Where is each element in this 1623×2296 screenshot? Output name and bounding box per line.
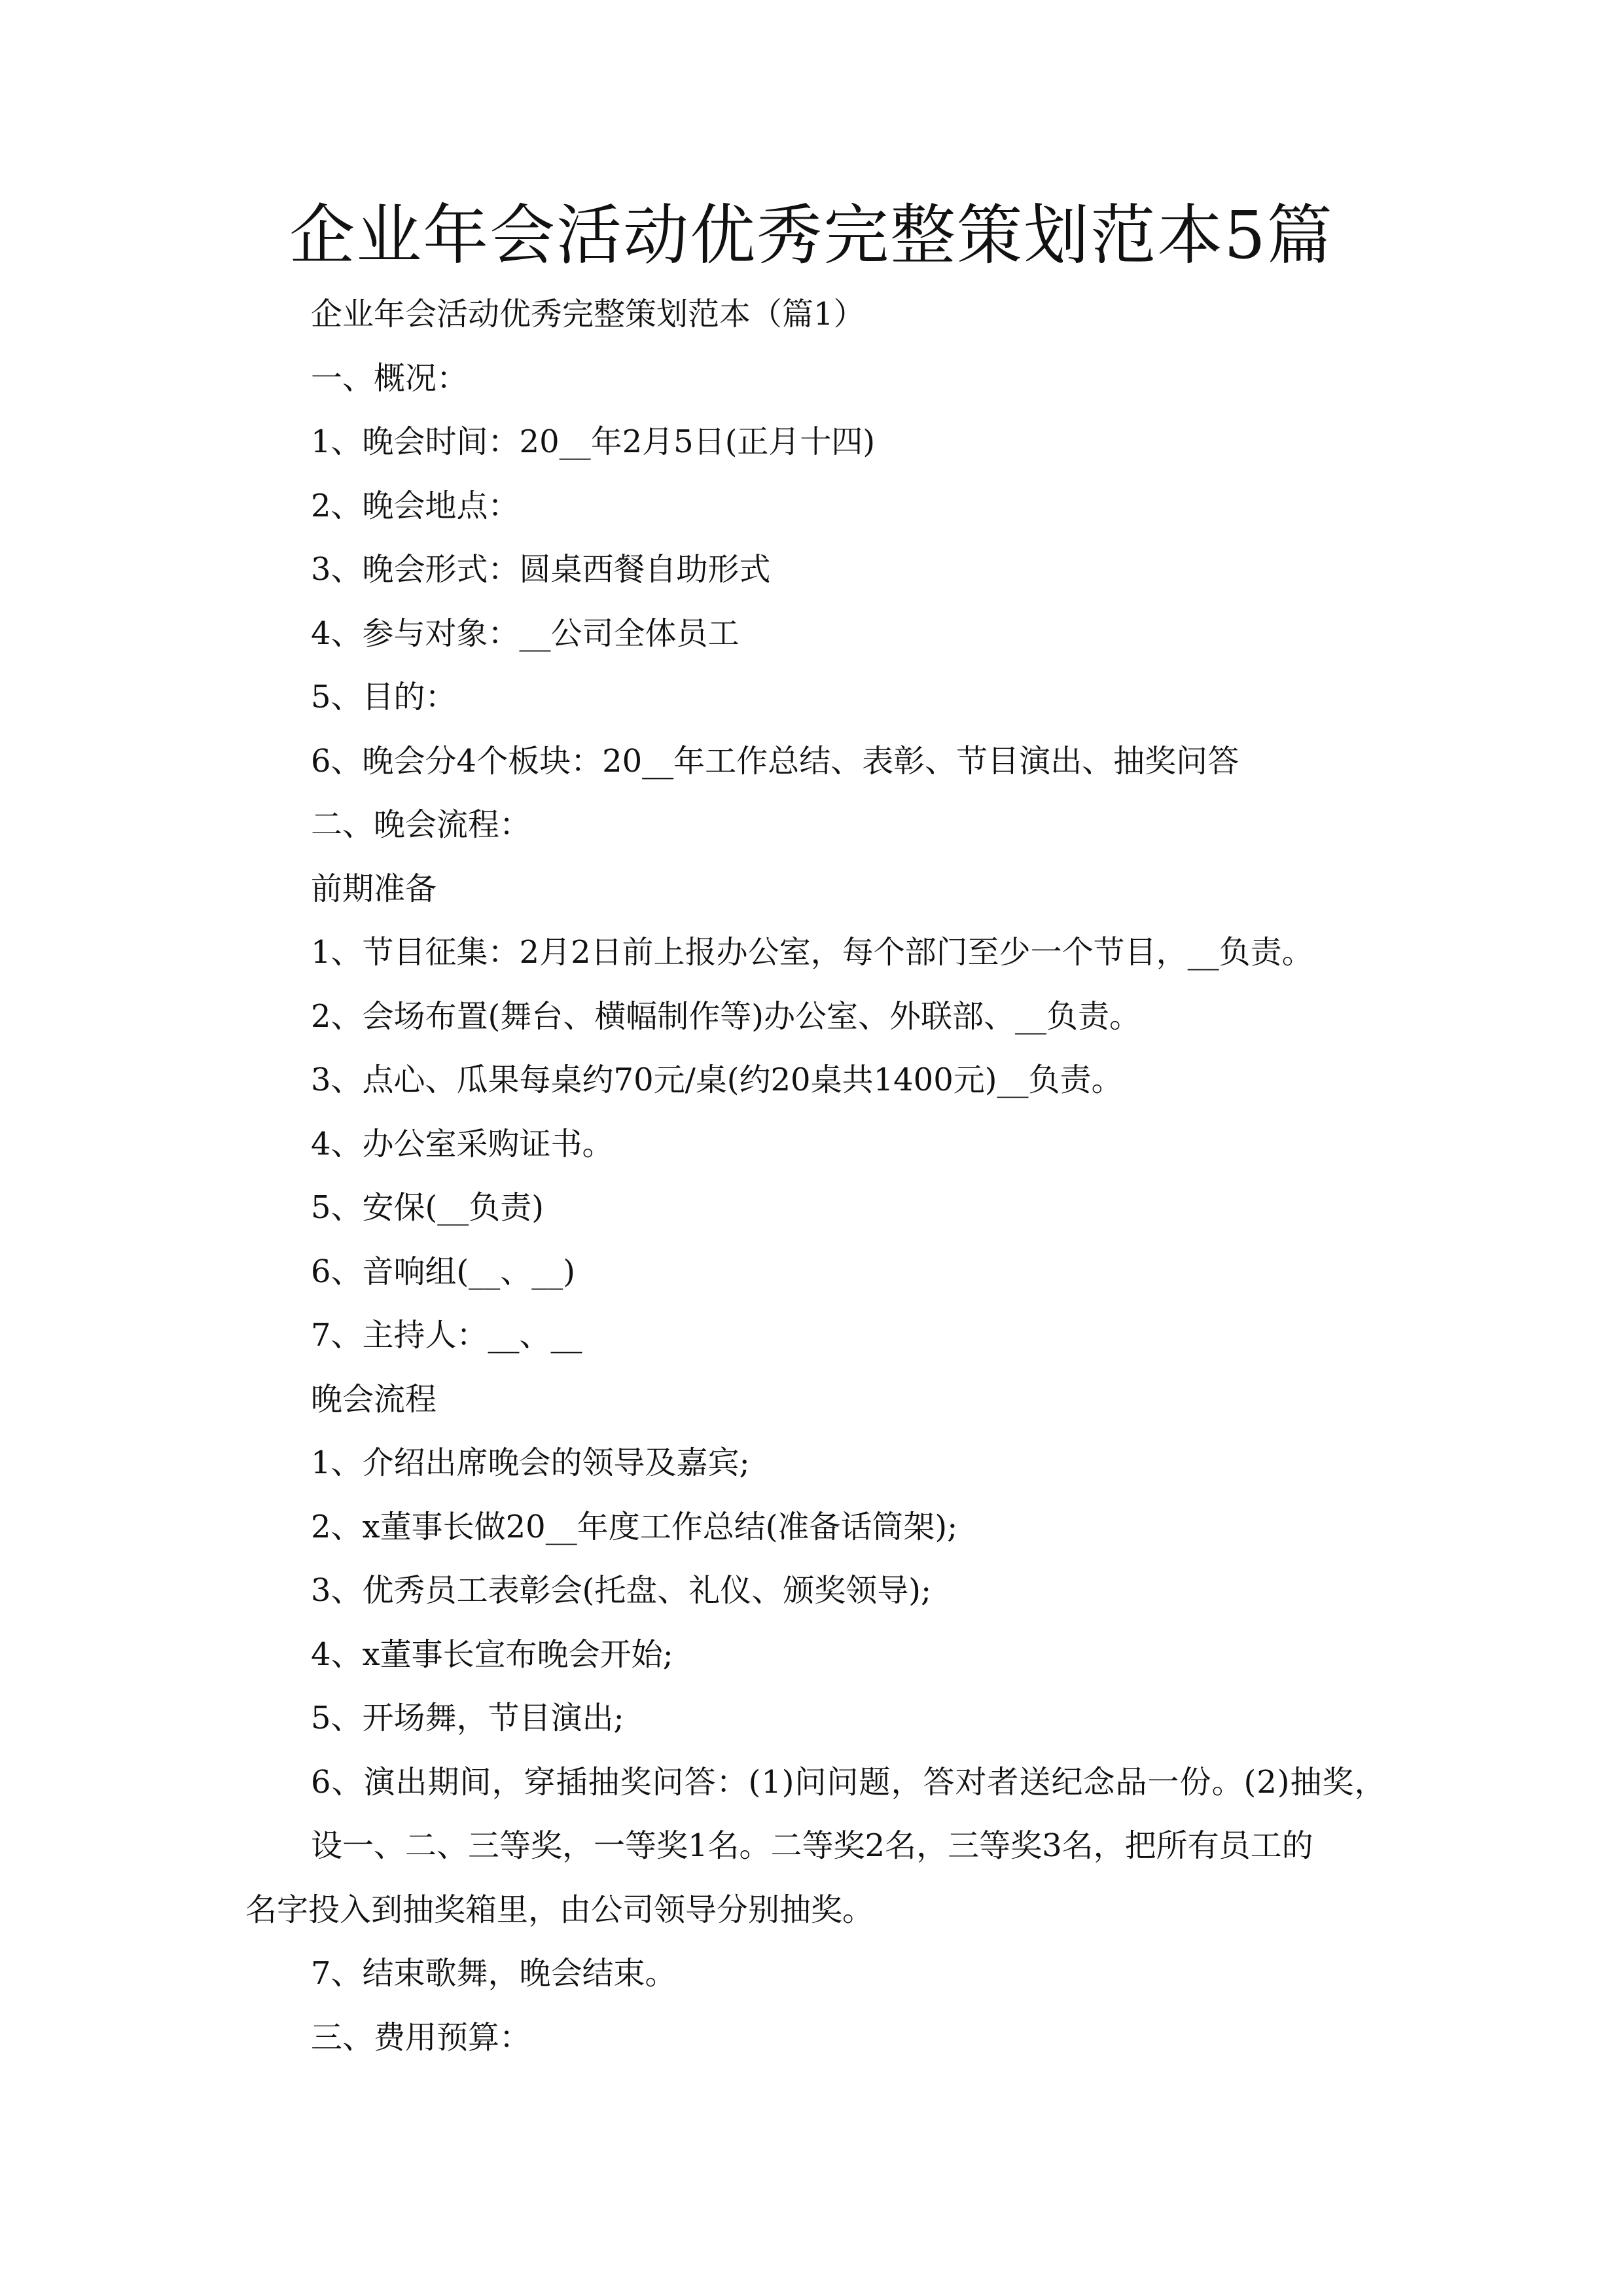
paragraph-line: 3、点心、瓜果每桌约70元/桌(约20桌共1400元)__负责。: [311, 1062, 1123, 1098]
paragraph-line: 7、结束歌舞，晚会结束。: [311, 1955, 677, 1992]
document-title: 企业年会活动优秀完整策划范本5篇: [289, 197, 1334, 274]
paragraph-line: 2、晚会地点：: [311, 487, 520, 524]
paragraph-line: 2、会场布置(舞台、横幅制作等)办公室、外联部、__负责。: [311, 997, 1141, 1035]
paragraph-line: 4、参与对象：__公司全体员工: [311, 615, 740, 652]
paragraph-line: 5、开场舞，节目演出;: [311, 1700, 624, 1736]
paragraph-line: 3、晚会形式：圆桌西餐自助形式: [311, 551, 771, 588]
paragraph-line: 6、演出期间，穿插抽奖问答：(1)问问题，答对者送纪念品一份。(2)抽奖，: [311, 1763, 1387, 1801]
paragraph-line: 5、安保(__负责): [311, 1189, 544, 1226]
paragraph-line-continued: 设一、二、三等奖，一等奖1名。二等奖2名，三等奖3名，把所有员工的: [311, 1827, 1313, 1864]
paragraph-line: 1、介绍出席晚会的领导及嘉宾;: [311, 1444, 750, 1481]
document-body: [245, 283, 1397, 2070]
subheading-party-flow: 晚会流程: [311, 1380, 437, 1418]
section-subtitle: 企业年会活动优秀完整策划范本（篇1）: [311, 296, 865, 332]
paragraph-line: 1、节目征集：2月2日前上报办公室，每个部门至少一个节目，__负责。: [311, 934, 1313, 971]
paragraph-line: 3、优秀员工表彰会(托盘、礼仪、颁奖领导);: [311, 1572, 932, 1609]
heading-budget: 三、费用预算：: [311, 2018, 531, 2056]
heading-party-process: 二、晚会流程：: [311, 806, 531, 843]
paragraph-line: 6、音响组(__、__): [311, 1253, 575, 1290]
paragraph-line: 6、晚会分4个板块：20__年工作总结、表彰、节目演出、抽奖问答: [311, 742, 1240, 780]
subheading-preparation: 前期准备: [311, 870, 437, 907]
paragraph-line: 7、主持人：__、__: [311, 1317, 582, 1354]
paragraph-line: 5、目的：: [311, 679, 457, 715]
paragraph-line: 4、办公室采购证书。: [311, 1125, 614, 1162]
paragraph-line-continued: 名字投入到抽奖箱里，由公司领导分别抽奖。: [245, 1891, 874, 1928]
heading-overview: 一、概况：: [311, 359, 469, 397]
paragraph-line: 4、x董事长宣布晚会开始;: [311, 1636, 673, 1673]
paragraph-line: 1、晚会时间：20__年2月5日(正月十四): [311, 423, 876, 460]
paragraph-line: 2、x董事长做20__年度工作总结(准备话筒架);: [311, 1508, 958, 1545]
